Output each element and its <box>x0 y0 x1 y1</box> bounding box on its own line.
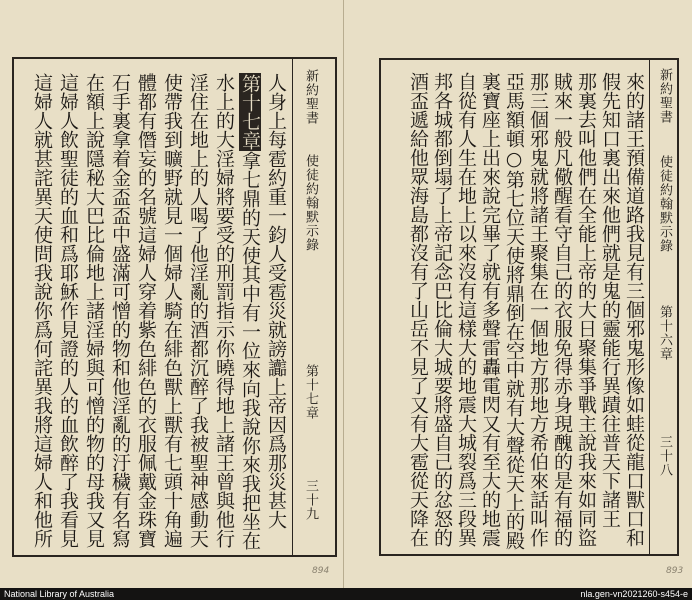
left-text-column-5: 使帶我到曠野就見一個婦人騎在緋色獸上獸有七頭十角遍 <box>161 73 183 548</box>
left-page-frame <box>12 57 337 557</box>
right-page-frame <box>379 58 679 556</box>
left-text-column-1: 人身上每雹約重一鈞人受雹災就謗讟上帝因爲那災甚大 <box>265 73 287 529</box>
left-text-column-8: 在額上說隱秘大巴比倫地上諸淫婦與可憎的物的母我又見 <box>83 73 105 548</box>
right-text-column-4: 賊來一般凡儆醒看守自己的衣服免得赤身現醜的是有福的 <box>551 72 573 547</box>
right-text-column-2: 假先知口裏出來他們就是鬼的靈能行異蹟往普天下諸王 <box>599 72 621 528</box>
left-runner-chapter: 第十七章 <box>303 364 318 420</box>
right-text-column-6: 亞馬額頓○第七位天使將鼎倒在空中就有大聲從天上的殿 <box>503 72 525 550</box>
right-text-column-7: 裏寶座上出來說完畢了就有多聲雷轟電閃又有至大的地震 <box>479 72 501 547</box>
right-text-column-9: 邦各城都倒塌了上帝記念巴比倫大城要將盛自己的忿怒的 <box>431 72 453 547</box>
right-text-column-5: 那三個邪鬼就將諸王聚集在一個地方那地方希伯來話叫作 <box>527 72 549 547</box>
runner-divider <box>649 60 650 554</box>
right-runner-book: 使徒約翰默示錄 <box>657 155 672 253</box>
left-text-column-10: 這婦人就甚詫異天使問我說你爲何詫異我將這婦人和他所 <box>31 73 53 548</box>
left-text-column-3: 水上的大淫婦將要受的刑罰指示你曉得地上諸王曾與他行 <box>213 73 235 548</box>
left-text-column-2 <box>240 73 259 550</box>
left-text-column-6: 體都有僭妄的名號這婦人穿着紫色緋色的衣服佩戴金珠寶 <box>135 73 157 548</box>
footer-library-name: National Library of Australia <box>4 589 115 599</box>
left-text-column-7: 石手裏拿着金盃盃中盛滿可憎的物和他淫亂的汙穢有名寫 <box>109 73 131 548</box>
left-runner-book: 使徒約翰默示錄 <box>303 154 318 252</box>
left-text-column-2-body: 拿七鼎的天使其中有一位來向我說你來我把坐在 <box>239 151 261 550</box>
right-runner-chapter: 第十六章 <box>657 305 672 361</box>
right-text-column-10: 酒盃遞給他眾海島都沒有了山岳不見了又有大雹從天降在 <box>407 72 429 547</box>
left-runner-title: 新約聖書 <box>303 69 318 125</box>
left-runner-page-number: 三十九 <box>303 479 318 521</box>
right-text-column-3: 那裏去叫他們在全能上帝的大日聚集爭戰主說我來如同盜 <box>575 72 597 547</box>
right-runner-title: 新約聖書 <box>657 68 672 124</box>
left-text-column-4: 淫住在地上的人喝了他淫亂的酒都沉醉了我被聖神感動天 <box>187 73 209 548</box>
right-runner-page-number: 三十八 <box>657 435 672 477</box>
left-folio-note: 894 <box>312 566 330 576</box>
right-folio-note: 893 <box>666 566 684 576</box>
right-text-column-8: 自從有人生在地上以來沒有這樣大的地震大城裂爲三段異 <box>455 72 477 547</box>
right-text-column-1: 來的諸王預備道路我見有三個邪鬼形像如蛙從龍口獸口和 <box>623 72 645 547</box>
runner-divider <box>292 59 293 555</box>
chapter-label: 第十七章 <box>239 74 261 150</box>
footer-bar <box>0 588 692 600</box>
left-page <box>0 0 344 588</box>
footer-image-identifier: nla.gen-vn2021260-s454-e <box>580 589 688 599</box>
left-text-column-9: 這婦人飲聖徒的血和爲耶穌作見證的人的血飲醉了我看見 <box>57 73 79 548</box>
right-page <box>344 0 692 588</box>
